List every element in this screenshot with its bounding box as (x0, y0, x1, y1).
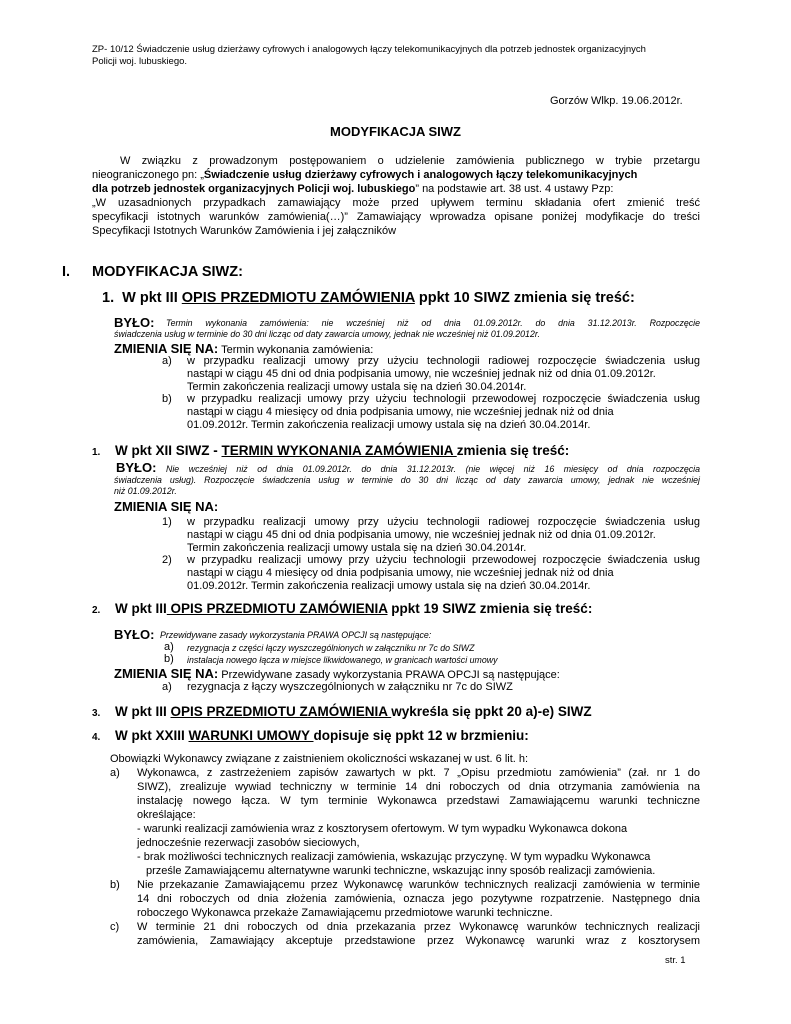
item-1-a-mark: a) (162, 355, 172, 367)
item-2-p2-line-1: w przypadku realizacji umowy przy użyciu technologii przewodowej rozpoczęcie świadczenia usług (187, 554, 700, 566)
header-line-2: Policji woj. lubuskiego. (92, 56, 188, 67)
item-5-b-mark: b) (110, 879, 120, 891)
item-3-a-mark: a) (164, 641, 174, 653)
item-2-number: 1. (92, 447, 101, 458)
item-3-bylo-text: Przewidywane zasady wykorzystania PRAWA OPCJI są następujące: (160, 630, 432, 640)
item-3-b-text: instalacja nowego łącza w miejsce likwidowanego, w granicach wartości umowy (187, 655, 498, 665)
item-3-heading: W pkt III OPIS PRZEDMIOTU ZAMÓWIENIA ppkt 19 SIWZ zmienia się treść: (115, 601, 593, 616)
item-1-bylo-line-2: świadczenia usług w terminie do 30 dni licząc od daty zawarcia umowy, jednak nie wcześniej niż 01.09.2012r. (114, 329, 540, 339)
item-2-p2-line-3: 01.09.2012r. Termin zakończenia realizacji umowy ustala się na dzień 30.04.2014r. (187, 580, 591, 592)
section-number: I. (62, 264, 71, 280)
item-3-bylo: BYŁO: (114, 627, 155, 642)
item-2-bylo: BYŁO: (116, 460, 157, 475)
item-5-a-line-2: SIWZ), zrealizuje wywiad techniczny w terminie 14 dni roboczych od dnia otrzymania zamówienia na (137, 781, 700, 793)
item-2-zmienia: ZMIENIA SIĘ NA: (114, 499, 219, 514)
item-1-b-line-2: nastąpi w ciągu 4 miesięcy od dnia podpisania umowy, nie wcześniej jednak niż od dnia (187, 406, 614, 418)
item-3-za-text: rezygnacja z łączy wyszczególnionych w załączniku nr 7c do SIWZ (187, 681, 513, 693)
intro-line-2: nieograniczonego pn: „Świadczenie usług dzierżawy cyfrowych i analogowych łączy telekomunikacyjnych (92, 169, 638, 181)
item-5-c-mark: c) (110, 921, 120, 933)
section-title: MODYFIKACJA SIWZ: (92, 264, 243, 280)
item-5-c-line-1: W terminie 21 dni roboczych od dnia przekazania przez Wykonawcę warunków technicznych realizacji (137, 921, 700, 933)
item-1-b-mark: b) (162, 393, 172, 405)
item-1-heading: 1. W pkt III OPIS PRZEDMIOTU ZAMÓWIENIA ppkt 10 SIWZ zmienia się treść: (102, 290, 635, 306)
item-5-intro: Obowiązki Wykonawcy związane z zaistnieniem okoliczności wskazanej w ust. 6 lit. h: (110, 753, 529, 765)
item-1-b-line-1: w przypadku realizacji umowy przy użyciu technologii przewodowej rozpoczęcie świadczenia usług (187, 393, 700, 405)
item-5-b-line-3: roboczego Wykonawca przekaże Zamawiającemu przedmiotowe warunki techniczne. (137, 907, 553, 919)
intro-line-3: dla potrzeb jednostek organizacyjnych Policji woj. lubuskiego” na podstawie art. 38 ust. 4 ustawy Pzp: (92, 183, 614, 195)
item-5-b-line-2: 14 dni roboczych od dnia złożenia zamówienia, oznacza jego pozytywne rozpatrzenie. Następnego dnia (137, 893, 700, 905)
item-5-a-line-7: - brak możliwości technicznych realizacji zamówienia, wskazując przyczynę. W tym wypadku Wykonawca (137, 851, 651, 863)
item-2-heading: W pkt XII SIWZ - TERMIN WYKONANIA ZAMÓWIENIA zmienia się treść: (115, 443, 570, 458)
item-3-a-text: rezygnacja z części łączy wyszczególnionych w załączniku nr 7c do SIWZ (187, 643, 475, 653)
item-5-a-line-5: - warunki realizacji zamówienia wraz z kosztorysem ofertowym. W tym wypadku Wykonawca dokona (137, 823, 628, 835)
document-title: MODYFIKACJA SIWZ (330, 124, 461, 139)
item-5-a-line-8: prześle Zamawiającemu alternatywne warunki techniczne, wskazując inny sposób realizacji zamówienia. (146, 865, 656, 877)
item-1-a-line-3: Termin zakończenia realizacji umowy ustala się na dzień 30.04.2014r. (187, 381, 527, 393)
item-3-b-mark: b) (164, 653, 174, 665)
item-4-heading: W pkt III OPIS PRZEDMIOTU ZAMÓWIENIA wykreśla się ppkt 20 a)-e) SIWZ (115, 704, 592, 719)
item-2-bylo-line-1: Nie wcześniej niż od dnia 01.09.2012r. do dnia 31.12.2013r. (nie więcej niż 16 miesięcy od dnia rozpoczęcia (166, 464, 700, 474)
intro-line-6: Specyfikacji Istotnych Warunków Zamówienia i jej załączników (92, 225, 397, 237)
item-3-zmienia: ZMIENIA SIĘ NA: Przewidywane zasady wykorzystania PRAWA OPCJI są następujące: (114, 666, 560, 681)
item-4-number: 3. (92, 708, 101, 719)
intro-line-4: „W uzasadnionych przypadkach zamawiający może przed upływem terminu składania ofert zmienić treść (92, 197, 700, 209)
intro-line-5: specyfikacji istotnych warunków zamówienia(…)” Zamawiający wprowadza opisane poniżej modyfikacje do treści (92, 211, 700, 223)
intro-line-1: W związku z prowadzonym postępowaniem o udzielenie zamówienia publicznego w trybie przetargu (120, 155, 700, 167)
item-5-number: 4. (92, 732, 101, 743)
item-5-a-line-1: Wykonawca, z zastrzeżeniem zapisów zawartych w pkt. 7 „Opisu przedmiotu zamówienia” (zał. nr 1 do (137, 767, 700, 779)
item-3-number: 2. (92, 605, 101, 616)
item-5-a-line-6: jednocześnie rezerwacji zasobów sieciowych, (137, 837, 360, 849)
item-5-a-mark: a) (110, 767, 120, 779)
document-date: Gorzów Wlkp. 19.06.2012r. (550, 95, 683, 107)
item-2-bylo-line-2: świadczenia usług). Rozpoczęcie świadczenia usług w terminie do 30 dni licząc od daty zawarcia umowy, jednak nie wcześniej (114, 475, 700, 485)
item-2-p2-mark: 2) (162, 554, 172, 566)
item-1-b-line-3: 01.09.2012r. Termin zakończenia realizacji umowy ustala się na dzień 30.04.2014r. (187, 419, 591, 431)
item-1-bylo: BYŁO: (114, 315, 155, 330)
item-5-a-line-3: instalację nowego łącza. W tym terminie Wykonawca przedstawi Zamawiającemu warunki techniczne (137, 795, 700, 807)
item-2-p1-line-2: nastąpi w ciągu 45 dni od dnia podpisania umowy, nie wcześniej jednak niż od dnia 01.09.2012r. (187, 529, 656, 541)
item-2-p1-line-1: w przypadku realizacji umowy przy użyciu technologii radiowej rozpoczęcie świadczenia usług (187, 516, 700, 528)
item-2-p2-line-2: nastąpi w ciągu 4 miesięcy od dnia podpisania umowy, nie wcześniej jednak niż od dnia (187, 567, 614, 579)
item-5-c-line-2: zamówienia, Zamawiający akceptuje przedstawione przez Wykonawcę warunki wraz z kosztorysem (137, 935, 700, 947)
item-2-p1-mark: 1) (162, 516, 172, 528)
item-5-b-line-1: Nie przekazanie Zamawiającemu przez Wykonawcę warunków technicznych realizacji zamówienia w terminie (137, 879, 700, 891)
item-2-bylo-line-3: niż 01.09.2012r. (114, 486, 177, 496)
item-1-a-line-1: w przypadku realizacji umowy przy użyciu technologii radiowej rozpoczęcie świadczenia usług (187, 355, 700, 367)
header-line-1: ZP- 10/12 Świadczenie usług dzierżawy cyfrowych i analogowych łączy telekomunikacyjnych dla potrzeb jednostek organizacyjnych (92, 44, 646, 55)
item-1-bylo-line-1: Termin wykonania zamówienia: nie wcześniej niż od dnia 01.09.2012r. do dnia 31.12.2013r. Rozpoczęcie (166, 318, 700, 328)
item-1-a-line-2: nastąpi w ciągu 45 dni od dnia podpisania umowy, nie wcześniej jednak niż od dnia 01.09.2012r. (187, 368, 656, 380)
item-5-heading: W pkt XXIII WARUNKI UMOWY dopisuje się ppkt 12 w brzmieniu: (115, 728, 529, 743)
item-3-za-mark: a) (162, 681, 172, 693)
page-number: str. 1 (665, 955, 686, 966)
item-1-zmienia: ZMIENIA SIĘ NA: Termin wykonania zamówienia: (114, 341, 374, 356)
item-2-p1-line-3: Termin zakończenia realizacji umowy ustala się na dzień 30.04.2014r. (187, 542, 527, 554)
item-5-a-line-4: określające: (137, 809, 196, 821)
